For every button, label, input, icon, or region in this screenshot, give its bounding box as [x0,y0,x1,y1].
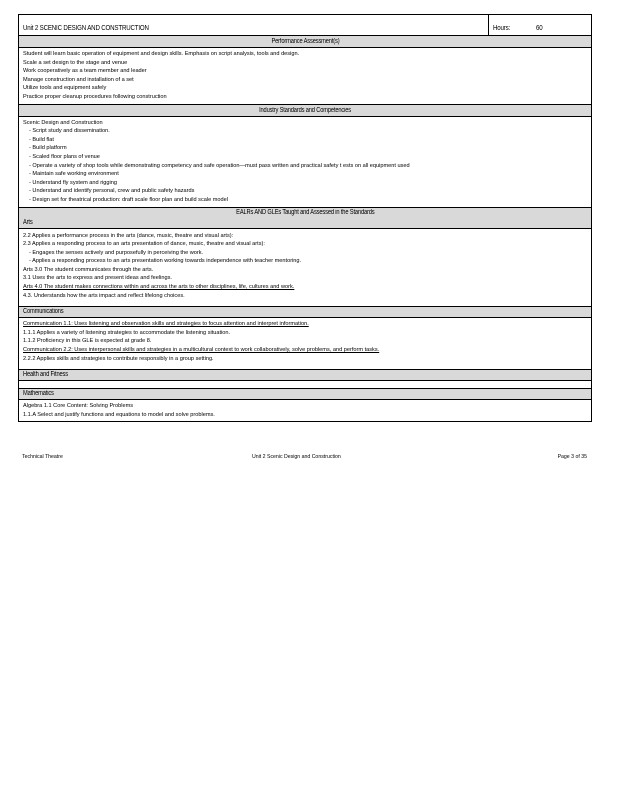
communications-list [23,320,587,363]
communications-line: 1.1.1 Applies a variety of listening strategies to accommodate the listening situation. [23,329,231,336]
hours-label: Hours: [493,23,511,32]
hours-value: 60 [536,23,543,32]
communications-line: Communication 1.1: Uses listening and observation skills and strategies to focus attention and interpret information. [23,321,309,328]
arts-line: Arts 4.0 The student makes connections within and across the arts to other disciplines, life, cultures and work. [23,284,295,291]
arts-list [23,232,587,301]
ealrs-heading-cell [19,207,592,228]
arts-line: Arts 3.0 The student communicates through the arts. [23,266,154,273]
math-heading-cell [19,389,592,400]
arts-label: Arts [23,218,33,226]
industry-heading-cell [19,104,592,116]
communications-body [19,318,592,370]
arts-body [19,228,592,307]
performance-line: Work cooperatively as a team member and leader [23,68,147,75]
performance-heading-row [19,36,592,48]
arts-line: 4.3. Understands how the arts impact and reflect lifelong choices. [23,292,185,299]
hours-cell [489,15,592,36]
performance-line: Utilize tools and equipment safely [23,85,107,92]
ealrs-heading: EALRs AND GLEs Taught and Assessed in the Standards [235,208,375,216]
performance-line: Scale a set design to the stage and venue [23,59,128,66]
unit-title-cell [19,15,489,36]
performance-heading: Performance Assessment(s) [270,38,339,45]
ealrs-heading-row [19,207,592,228]
communications-heading-row [19,307,592,318]
industry-item: - Script study and dissemination. [29,128,110,135]
arts-line: - Engages the senses actively and purposefully in perceiving the work. [29,249,204,256]
industry-list [23,127,587,204]
performance-line: Student will learn basic operation of equipment and design skills. Emphasis on script analysis, tools and design. [23,51,300,57]
industry-item: - Understand and identify personal, crew and public safety hazards [29,188,195,195]
industry-title: Scenic Design and Construction [23,119,103,126]
document-page [18,14,591,422]
communications-line: Communication 2.2: Uses interpersonal skills and strategies in a multicultural context to work collaboratively, solve problems, and perform tasks. [23,347,380,354]
health-body [19,381,592,389]
performance-body-row [19,48,592,105]
health-body-row [19,381,592,389]
arts-body-row [19,228,592,307]
footer-course: Technical Theatre [22,454,63,460]
communications-heading-cell [19,307,592,318]
industry-item: - Build platform [29,145,67,152]
arts-line: 3.1 Uses the arts to express and present ideas and feelings. [23,275,172,282]
arts-line: 2.3 Applies a responding process to an arts presentation of dance, music, theatre and visual arts): [23,241,265,248]
industry-item: - Understand fly system and rigging [29,179,117,186]
health-heading-row [19,370,592,381]
math-line: 1.1.A Select and justify functions and equations to model and solve problems. [23,411,215,418]
math-label: Mathematics [23,390,54,398]
communications-line: 1.1.2 Proficiency in this GLE is expected at grade 8. [23,338,152,345]
curriculum-table [18,14,592,422]
industry-item: - Operate a variety of shop tools while demonstrating competency and safe operation—must pass written and practical safety t ests on all equipment used [29,162,410,169]
industry-body-row [19,116,592,207]
unit-header-row [19,15,592,36]
footer-page-number: Page 3 of 35 [557,454,587,460]
math-body-row [19,400,592,422]
health-label: Health and Fitness [23,371,68,379]
industry-item: - Design set for theatrical production: draft scale floor plan and build scale model [29,196,228,203]
industry-heading: Industry Standards and Competencies [259,106,351,114]
health-heading-cell [19,370,592,381]
communications-line: 2.2.2 Applies skills and strategies to contribute responsibly in a group setting. [23,355,214,362]
unit-title: Unit 2 SCENIC DESIGN AND CONSTRUCTION [23,23,149,32]
industry-item: - Build flat [29,136,54,143]
page-footer [22,454,587,462]
performance-line: Manage construction and installation of a set [23,76,134,83]
communications-body-row [19,318,592,370]
industry-item: - Maintain safe working environment [29,171,119,178]
math-line: Algebra 1.1 Core Content: Solving Problems [23,403,134,410]
communications-label: Communications [23,308,64,316]
footer-unit: Unit 2 Scenic Design and Construction [252,454,341,460]
industry-body [19,116,592,207]
performance-line: Practice proper cleanup procedures following construction [23,93,167,100]
math-heading-row [19,389,592,400]
performance-body [19,48,592,105]
arts-line: 2.2 Applies a performance process in the arts (dance, music, theatre and visual arts): [23,232,234,239]
industry-item: - Scaled floor plans of venue [29,153,100,160]
arts-line: - Applies a responding process to an arts presentation working towards independence with teacher mentoring. [29,258,302,265]
industry-heading-row [19,104,592,116]
performance-heading-cell [19,36,592,48]
performance-list [23,50,587,102]
math-body [19,400,592,422]
